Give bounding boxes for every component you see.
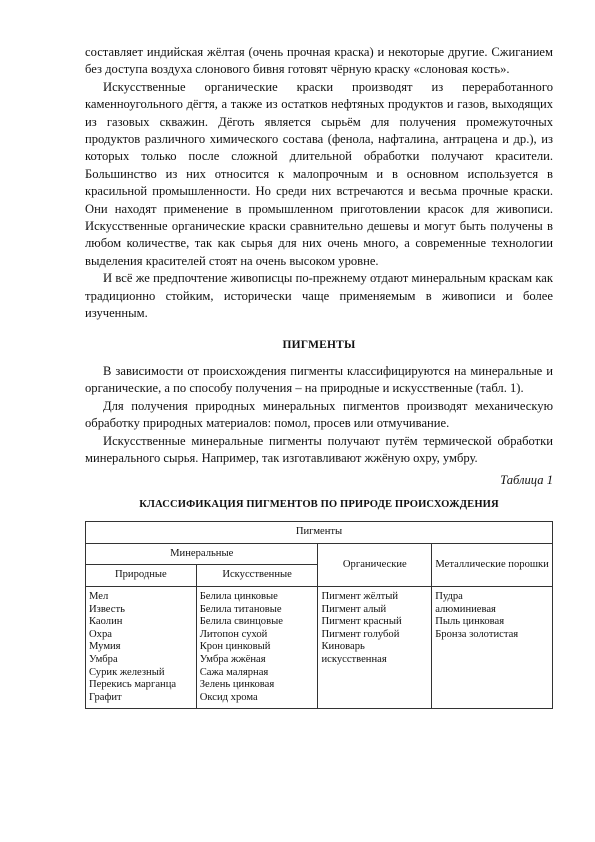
table-cell-metallic: [432, 586, 553, 708]
table-header-metallic: Металлические порошки: [432, 543, 553, 586]
list-item: Мел: [89, 590, 109, 602]
list-item: Мумия: [89, 641, 121, 653]
list-item: Умбра жжёная: [199, 653, 266, 665]
table-header-artificial: Искусственные: [196, 565, 318, 587]
paragraph-1: составляет индийская жёлтая (очень прочная краска) и некоторые другие. Сжиганием без доступа воздуха слонового бивня готовят чёрную краску «слоновая кость».: [85, 45, 553, 77]
table-cell-natural: [86, 586, 197, 708]
list-item: Охра: [89, 628, 112, 640]
table-header-pigments: Пигменты: [86, 522, 553, 544]
list-item: Сажа малярная: [199, 666, 269, 678]
natural-pigments-list: [89, 588, 193, 707]
table-cell-artificial: [196, 586, 318, 708]
paragraph-2: Искусственные органические краски производят из переработанного каменноугольного дёгтя, а также из остатков нефтяных продуктов и газов, выходящих из газовых скважин. Дёготь является сырьём для получения промежуточных продуктов различного химического состава (фенола, нафталина, антрацена и др.), из которых только после сложной длительной обработки получают красители. Большинство из них относится к малопрочным и в основном используется в красильной промышленности. Но среди них встречаются и весьма прочные краски. Они находят применение в промышленном приготовлении красок для живописи. Искусственные органические краски сравнительно дешевы и могут быть получены в любом количестве, так как сырья для них очень много, а современные технологии выделения красителей стоят на очень высоком уровне.: [85, 79, 553, 268]
list-item: Зелень цинковая: [199, 679, 275, 691]
artificial-pigments-list: [200, 588, 315, 707]
list-item: Пыль цинковая: [435, 616, 505, 628]
list-item: Пигмент красный: [321, 616, 402, 628]
table-header-mineral: Минеральные: [86, 543, 318, 565]
list-item: Литопон сухой: [199, 628, 268, 640]
table-label: Таблица 1: [500, 473, 553, 488]
list-item: Крон цинковый: [199, 641, 271, 653]
paragraph-6: Искусственные минеральные пигменты получают путём термической обработки минерального сырья. Например, так изготавливают жжёную охру, умбру.: [85, 433, 553, 465]
list-item: Белила цинковые: [199, 590, 278, 602]
list-item: Киноварь: [321, 641, 365, 653]
paragraph-4: В зависимости от происхождения пигменты классифицируются на минеральные и органические, а по способу получения – на природные и искусственные (табл. 1).: [85, 363, 553, 396]
list-item: Каолин: [89, 616, 123, 628]
list-item: Сурик железный: [89, 666, 165, 678]
table-title: КЛАССИФИКАЦИЯ ПИГМЕНТОВ ПО ПРИРОДЕ ПРОИСХОЖДЕНИЯ: [139, 498, 499, 510]
section-heading: ПИГМЕНТЫ: [282, 338, 356, 351]
paragraph-5: Для получения природных минеральных пигментов производят механическую обработку природных материалов: помол, просев или отмучивание.: [85, 398, 553, 431]
list-item: Оксид хрома: [199, 691, 258, 703]
list-item: Белила титановые: [199, 603, 282, 615]
table-header-organic: Органические: [318, 543, 432, 586]
list-item: Белила свинцовые: [199, 616, 283, 628]
list-item: Пудра: [435, 590, 463, 602]
list-item: Известь: [89, 603, 125, 615]
list-item: Перекись марганца: [89, 679, 177, 691]
list-item: искусственная: [321, 653, 387, 665]
table-header-natural: Природные: [86, 565, 197, 587]
list-item: Умбра: [89, 653, 118, 665]
table-cell-organic: [318, 586, 432, 708]
metallic-powders-list: [435, 588, 549, 644]
organic-pigments-list: [321, 588, 428, 670]
pigment-classification-table: [85, 521, 553, 709]
list-item: Бронза золотистая: [435, 628, 519, 640]
list-item: Пигмент голубой: [321, 628, 400, 640]
document-page: [85, 44, 553, 709]
list-item: алюминиевая: [435, 603, 496, 615]
list-item: Пигмент алый: [321, 603, 387, 615]
list-item: Пигмент жёлтый: [321, 590, 399, 602]
list-item: Графит: [89, 691, 122, 703]
paragraph-3: И всё же предпочтение живописцы по-прежнему отдают минеральным краскам как традиционно стойким, исторически чаще применяемым в живописи и более изученным.: [85, 271, 553, 321]
